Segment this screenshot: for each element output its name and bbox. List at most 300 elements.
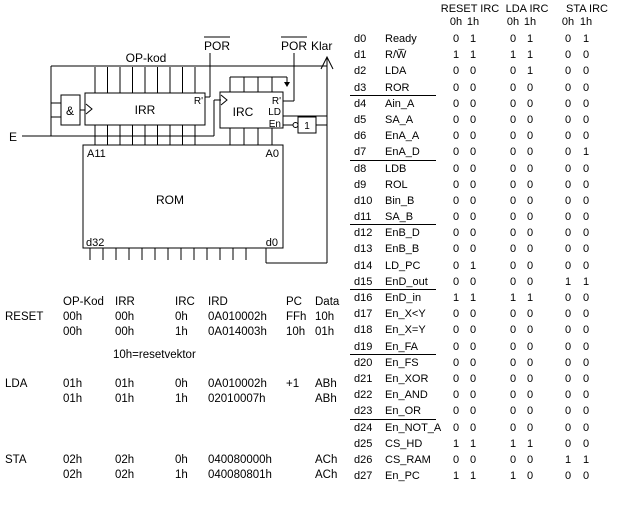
signal-value: 0	[469, 81, 477, 94]
signal-row	[352, 306, 626, 322]
signal-value: 0	[452, 421, 460, 434]
signal-id: d20	[354, 356, 373, 369]
sub-header: 1h	[466, 16, 480, 28]
instruction-label	[5, 392, 63, 407]
signal-value: 1	[509, 292, 517, 304]
signal-value: 1	[452, 470, 460, 483]
signal-name: ROL	[385, 178, 408, 191]
cell	[286, 392, 313, 407]
signal-id: d10	[354, 194, 373, 207]
signal-value: 1	[469, 292, 477, 304]
rom-label: ROM	[156, 193, 184, 207]
signal-value: 0	[452, 243, 460, 256]
signal-value: 0	[509, 211, 517, 224]
signal-value: 0	[469, 113, 477, 126]
signal-value: 0	[526, 324, 534, 337]
signal-name: EnB_B	[385, 243, 420, 256]
signal-value: 0	[509, 421, 517, 434]
column-group-reset-irc: RESET IRC	[440, 3, 500, 15]
signal-row	[352, 355, 626, 371]
signal-value: 0	[469, 227, 477, 240]
signal-id: d23	[354, 405, 373, 418]
signal-id: d17	[354, 308, 373, 321]
signal-value: 0	[509, 33, 517, 45]
rom-d0-label: d0	[265, 237, 278, 249]
signal-row	[352, 339, 626, 355]
signal-value: 0	[582, 324, 590, 337]
irc-reset-pin-label: R'	[271, 96, 281, 107]
signal-value: 0	[526, 389, 534, 402]
signal-name: EnB_D	[385, 227, 420, 240]
instruction-label	[5, 468, 63, 483]
program-row	[5, 392, 350, 407]
signal-value: 1	[526, 292, 534, 304]
signal-value: 0	[526, 243, 534, 256]
column-header: OP-Kod	[63, 296, 104, 308]
signal-id: d18	[354, 324, 373, 337]
cell: 1h	[175, 326, 188, 338]
signal-value: 0	[452, 389, 460, 402]
cell: ACh	[315, 469, 338, 481]
signal-value: 0	[564, 421, 572, 434]
signal-value: 0	[526, 340, 534, 353]
signal-name: EnD_out	[385, 275, 428, 288]
signal-value: 1	[452, 49, 460, 62]
cell: 00h	[63, 311, 83, 323]
signal-value: 1	[469, 259, 477, 272]
reset-vector-note: 10h=resetvektor	[113, 349, 196, 361]
signal-name: CS_HD	[385, 437, 423, 450]
sub-header: 1h	[523, 16, 537, 28]
signal-value: 0	[469, 405, 477, 418]
cell: 10h	[286, 326, 306, 338]
program-trace-table	[5, 295, 350, 483]
signal-value: 0	[509, 162, 517, 175]
signal-value: 0	[452, 146, 460, 159]
signal-name: LD_PC	[385, 259, 421, 272]
irr-label: IRR	[134, 103, 156, 117]
signal-value: 0	[509, 340, 517, 353]
signal-value: 0	[526, 146, 534, 159]
signal-value: 0	[526, 453, 534, 466]
klar-label: Klar	[311, 39, 333, 53]
signal-id: d1	[354, 49, 367, 62]
signal-value: 0	[564, 470, 572, 483]
cell: 01h	[315, 326, 335, 338]
cell: 0h	[175, 311, 188, 323]
signal-value: 0	[564, 65, 572, 78]
instruction-label: LDA	[5, 378, 28, 390]
program-row	[5, 377, 350, 392]
signal-row	[352, 403, 626, 419]
signal-value: 1	[564, 275, 572, 288]
instruction-label: RESET	[5, 311, 44, 323]
signal-value: 0	[509, 97, 517, 110]
signal-value: 0	[526, 194, 534, 207]
signal-row	[352, 112, 626, 128]
program-header-row	[5, 295, 350, 310]
signal-value: 0	[469, 162, 477, 175]
signal-value: 0	[564, 292, 572, 304]
signal-value: 0	[526, 259, 534, 272]
signal-value: 0	[509, 130, 517, 143]
signal-value: 1	[469, 49, 477, 62]
signal-id: d26	[354, 453, 373, 466]
circuit-diagram	[0, 0, 350, 292]
signal-value: 0	[469, 340, 477, 353]
signal-value: 0	[509, 194, 517, 207]
signal-name: ROR	[385, 81, 410, 94]
signal-row	[352, 128, 626, 144]
signal-value: 0	[452, 308, 460, 321]
signal-value: 1	[526, 33, 534, 45]
signal-value: 0	[564, 33, 572, 45]
signal-value: 0	[582, 130, 590, 143]
signal-value: 0	[509, 113, 517, 126]
sub-header: 1h	[579, 16, 593, 28]
signal-row	[352, 258, 626, 274]
signal-value: 0	[564, 372, 572, 385]
signal-value: 1	[582, 33, 590, 45]
signal-value: 0	[526, 113, 534, 126]
signal-value: 0	[509, 275, 517, 288]
signal-row	[352, 225, 626, 241]
signal-table-header	[352, 0, 626, 30]
signal-value: 0	[509, 178, 517, 191]
signal-value: 0	[582, 227, 590, 240]
signal-value: 0	[452, 194, 460, 207]
signal-row	[352, 452, 626, 468]
signal-name: EnA_A	[385, 130, 420, 143]
cell: +1	[286, 378, 300, 390]
column-header: IRR	[115, 296, 135, 308]
signal-value: 0	[564, 146, 572, 159]
column-header: IRC	[175, 296, 195, 308]
signal-id: d25	[354, 437, 373, 450]
cell: FFh	[286, 311, 307, 323]
signal-value: 0	[526, 372, 534, 385]
signal-value: 0	[509, 356, 517, 369]
signal-value: 0	[526, 470, 534, 483]
signal-id: d16	[354, 292, 373, 304]
signal-name: En_PC	[385, 470, 420, 483]
signal-value: 0	[452, 356, 460, 369]
signal-value: 0	[582, 372, 590, 385]
signal-value: 0	[526, 162, 534, 175]
cell: 01h	[115, 378, 135, 390]
signal-id: d14	[354, 259, 373, 272]
spacer	[5, 295, 63, 310]
program-row	[5, 310, 350, 325]
cell: 1h	[175, 469, 188, 481]
signal-value: 0	[452, 453, 460, 466]
signal-value: 0	[452, 340, 460, 353]
column-group-lda-irc: LDA IRC	[505, 3, 549, 15]
instruction-label	[5, 325, 63, 340]
signal-value: 1	[526, 65, 534, 78]
signal-id: d9	[354, 178, 367, 191]
irc-label: IRC	[232, 105, 254, 119]
signal-value: 0	[564, 227, 572, 240]
signal-name: EnD_in	[385, 292, 422, 304]
signal-value: 0	[526, 97, 534, 110]
signal-value: 0	[582, 194, 590, 207]
cell: 0h	[175, 454, 188, 466]
signal-name: En_FS	[385, 356, 419, 369]
signal-row	[352, 96, 626, 112]
signal-value: 0	[526, 356, 534, 369]
signal-value: 0	[469, 275, 477, 288]
signal-row	[352, 193, 626, 209]
signal-name: En_X<Y	[385, 308, 426, 321]
signal-value: 0	[564, 340, 572, 353]
signal-value: 0	[564, 243, 572, 256]
signal-value: 0	[582, 292, 590, 304]
signal-row	[352, 274, 626, 290]
cell: ACh	[315, 454, 338, 466]
rom-a11-label: A11	[87, 148, 106, 160]
signal-value: 1	[452, 292, 460, 304]
signal-value: 0	[564, 356, 572, 369]
cell: 02010007h	[208, 393, 266, 405]
cell: 02h	[115, 469, 135, 481]
signal-value: 0	[564, 49, 572, 62]
signal-value: 0	[564, 81, 572, 94]
signal-value: 0	[509, 65, 517, 78]
signal-name: SA_B	[385, 211, 414, 224]
signal-value: 1	[469, 33, 477, 45]
cell: 00h	[115, 326, 135, 338]
signal-row	[352, 63, 626, 79]
cell: 00h	[115, 311, 135, 323]
cell: 0A014003h	[208, 326, 267, 338]
signal-value: 0	[582, 211, 590, 224]
generated-ticks	[90, 67, 272, 260]
signal-row	[352, 387, 626, 403]
signal-name: R/W̅	[385, 49, 407, 62]
cell: ABh	[315, 378, 337, 390]
signal-id: d4	[354, 97, 367, 110]
signal-id: d6	[354, 130, 367, 143]
signal-value: 1	[564, 453, 572, 466]
signal-value: 1	[526, 437, 534, 450]
column-group-sta-irc: STA IRC	[566, 3, 608, 15]
column-header: PC	[286, 296, 302, 308]
signal-value: 0	[469, 130, 477, 143]
por-right-label: POR	[280, 39, 308, 53]
signal-value: 0	[452, 162, 460, 175]
column-header: Data	[315, 296, 340, 308]
signal-id: d0	[354, 33, 367, 45]
signal-name: En_FA	[385, 340, 419, 353]
signal-value: 1	[509, 49, 517, 62]
signal-value: 0	[509, 308, 517, 321]
signal-row	[352, 47, 626, 63]
signal-value: 0	[564, 389, 572, 402]
signal-name: En_XOR	[385, 372, 429, 385]
signal-value: 0	[452, 178, 460, 191]
signal-value: 0	[452, 405, 460, 418]
signal-name: Ain_A	[385, 97, 415, 110]
por-left-label: POR	[203, 39, 231, 53]
signal-id: d11	[354, 211, 372, 224]
signal-value: 0	[582, 81, 590, 94]
signal-value: 1	[469, 437, 477, 450]
signal-value: 0	[509, 146, 517, 159]
signal-value: 0	[526, 81, 534, 94]
signal-value: 1	[509, 470, 517, 483]
signal-id: d19	[354, 340, 373, 353]
signal-value: 0	[526, 421, 534, 434]
cell: ABh	[315, 393, 337, 405]
cell: 10h	[315, 311, 335, 323]
signal-row	[352, 161, 626, 177]
signal-value: 0	[526, 178, 534, 191]
signal-value: 0	[582, 259, 590, 272]
signal-value: 1	[526, 49, 534, 62]
e-input-label: E	[8, 130, 18, 144]
signal-value: 1	[469, 470, 477, 483]
signal-id: d24	[354, 421, 373, 434]
signal-value: 0	[526, 275, 534, 288]
signal-id: d5	[354, 113, 367, 126]
signal-value: 0	[582, 65, 590, 78]
signal-row	[352, 290, 626, 306]
signal-name: LDA	[385, 65, 407, 78]
signal-row	[352, 468, 626, 484]
signal-value: 0	[452, 275, 460, 288]
cell: 02h	[63, 469, 83, 481]
signal-value: 0	[452, 33, 460, 45]
signal-value: 0	[582, 49, 590, 62]
signal-value: 0	[582, 470, 590, 483]
program-row	[5, 325, 350, 340]
irc-en-pin-label: En	[268, 119, 281, 130]
signal-id: d12	[354, 227, 373, 240]
signal-value: 0	[452, 113, 460, 126]
cell: 040080801h	[208, 469, 272, 481]
signal-id: d22	[354, 389, 373, 402]
cell: 02h	[63, 454, 83, 466]
signal-value: 0	[509, 324, 517, 337]
signal-value: 0	[509, 81, 517, 94]
irc-ld-pin-label: LD	[268, 107, 281, 118]
signal-row	[352, 436, 626, 452]
irc-clock-icon	[221, 95, 227, 105]
signal-value: 0	[509, 453, 517, 466]
signal-value: 0	[469, 97, 477, 110]
signal-value: 0	[582, 113, 590, 126]
one-box-label: 1	[304, 121, 310, 132]
signal-name: LDB	[385, 162, 407, 175]
signal-id: d7	[354, 146, 367, 159]
signal-id: d27	[354, 470, 373, 483]
signal-value: 0	[564, 437, 572, 450]
signal-value: 0	[582, 405, 590, 418]
signal-value: 0	[564, 178, 572, 191]
signal-value: 0	[452, 324, 460, 337]
signal-value: 0	[564, 324, 572, 337]
cell: 01h	[63, 393, 83, 405]
en-inverter-bubble-icon	[293, 123, 298, 128]
signal-id: d3	[354, 81, 367, 94]
signal-value: 0	[509, 405, 517, 418]
signal-value: 0	[564, 113, 572, 126]
signal-value: 0	[469, 389, 477, 402]
signal-value: 0	[469, 65, 477, 78]
signal-row	[352, 241, 626, 257]
signal-value: 0	[564, 259, 572, 272]
signal-name: En_X=Y	[385, 324, 426, 337]
signal-value: 0	[564, 211, 572, 224]
signal-value: 0	[526, 130, 534, 143]
signal-id: d21	[354, 372, 373, 385]
signal-value: 0	[509, 389, 517, 402]
signal-value: 0	[452, 211, 460, 224]
signal-value: 0	[469, 308, 477, 321]
wires	[22, 37, 327, 263]
signal-id: d8	[354, 162, 367, 175]
sub-header: 0h	[561, 16, 575, 28]
rom-d32-label: d32	[86, 237, 105, 249]
signal-value: 0	[564, 405, 572, 418]
signal-value: 0	[582, 356, 590, 369]
signal-value: 1	[509, 437, 517, 450]
signal-value: 0	[564, 162, 572, 175]
signal-row	[352, 322, 626, 338]
signal-value: 0	[509, 372, 517, 385]
cell: 040080000h	[208, 454, 272, 466]
program-row	[5, 453, 350, 468]
signal-value: 0	[469, 324, 477, 337]
cell: 02h	[115, 454, 135, 466]
sub-header: 0h	[449, 16, 463, 28]
signal-name: En_OR	[385, 405, 422, 418]
signal-value: 0	[452, 372, 460, 385]
sub-header: 0h	[506, 16, 520, 28]
op-kod-label: OP-kod	[125, 51, 167, 65]
cell: 0A010002h	[208, 311, 267, 323]
signal-value: 0	[526, 227, 534, 240]
signal-value: 0	[582, 437, 590, 450]
signal-name: EnA_D	[385, 146, 420, 159]
signal-value: 0	[509, 259, 517, 272]
signal-value: 0	[526, 308, 534, 321]
signal-id: d15	[354, 275, 373, 288]
signal-value: 0	[469, 421, 477, 434]
column-header: IRD	[208, 296, 228, 308]
signal-row	[352, 371, 626, 387]
signal-name: En_NOT_A	[385, 421, 442, 434]
feedback-arrow-icon	[284, 82, 290, 87]
signal-value: 0	[469, 356, 477, 369]
signal-value: 0	[582, 243, 590, 256]
signal-value: 0	[452, 97, 460, 110]
signal-value: 0	[452, 65, 460, 78]
signal-value: 1	[582, 275, 590, 288]
signal-value: 1	[452, 437, 460, 450]
signal-value: 0	[469, 453, 477, 466]
signal-value: 0	[469, 211, 477, 224]
signal-name: SA_A	[385, 113, 414, 126]
signal-value: 0	[582, 340, 590, 353]
signal-value: 0	[582, 421, 590, 434]
signal-row	[352, 144, 626, 160]
signal-value: 0	[582, 97, 590, 110]
signal-value: 0	[452, 259, 460, 272]
cell	[286, 453, 313, 468]
cell: 00h	[63, 326, 83, 338]
